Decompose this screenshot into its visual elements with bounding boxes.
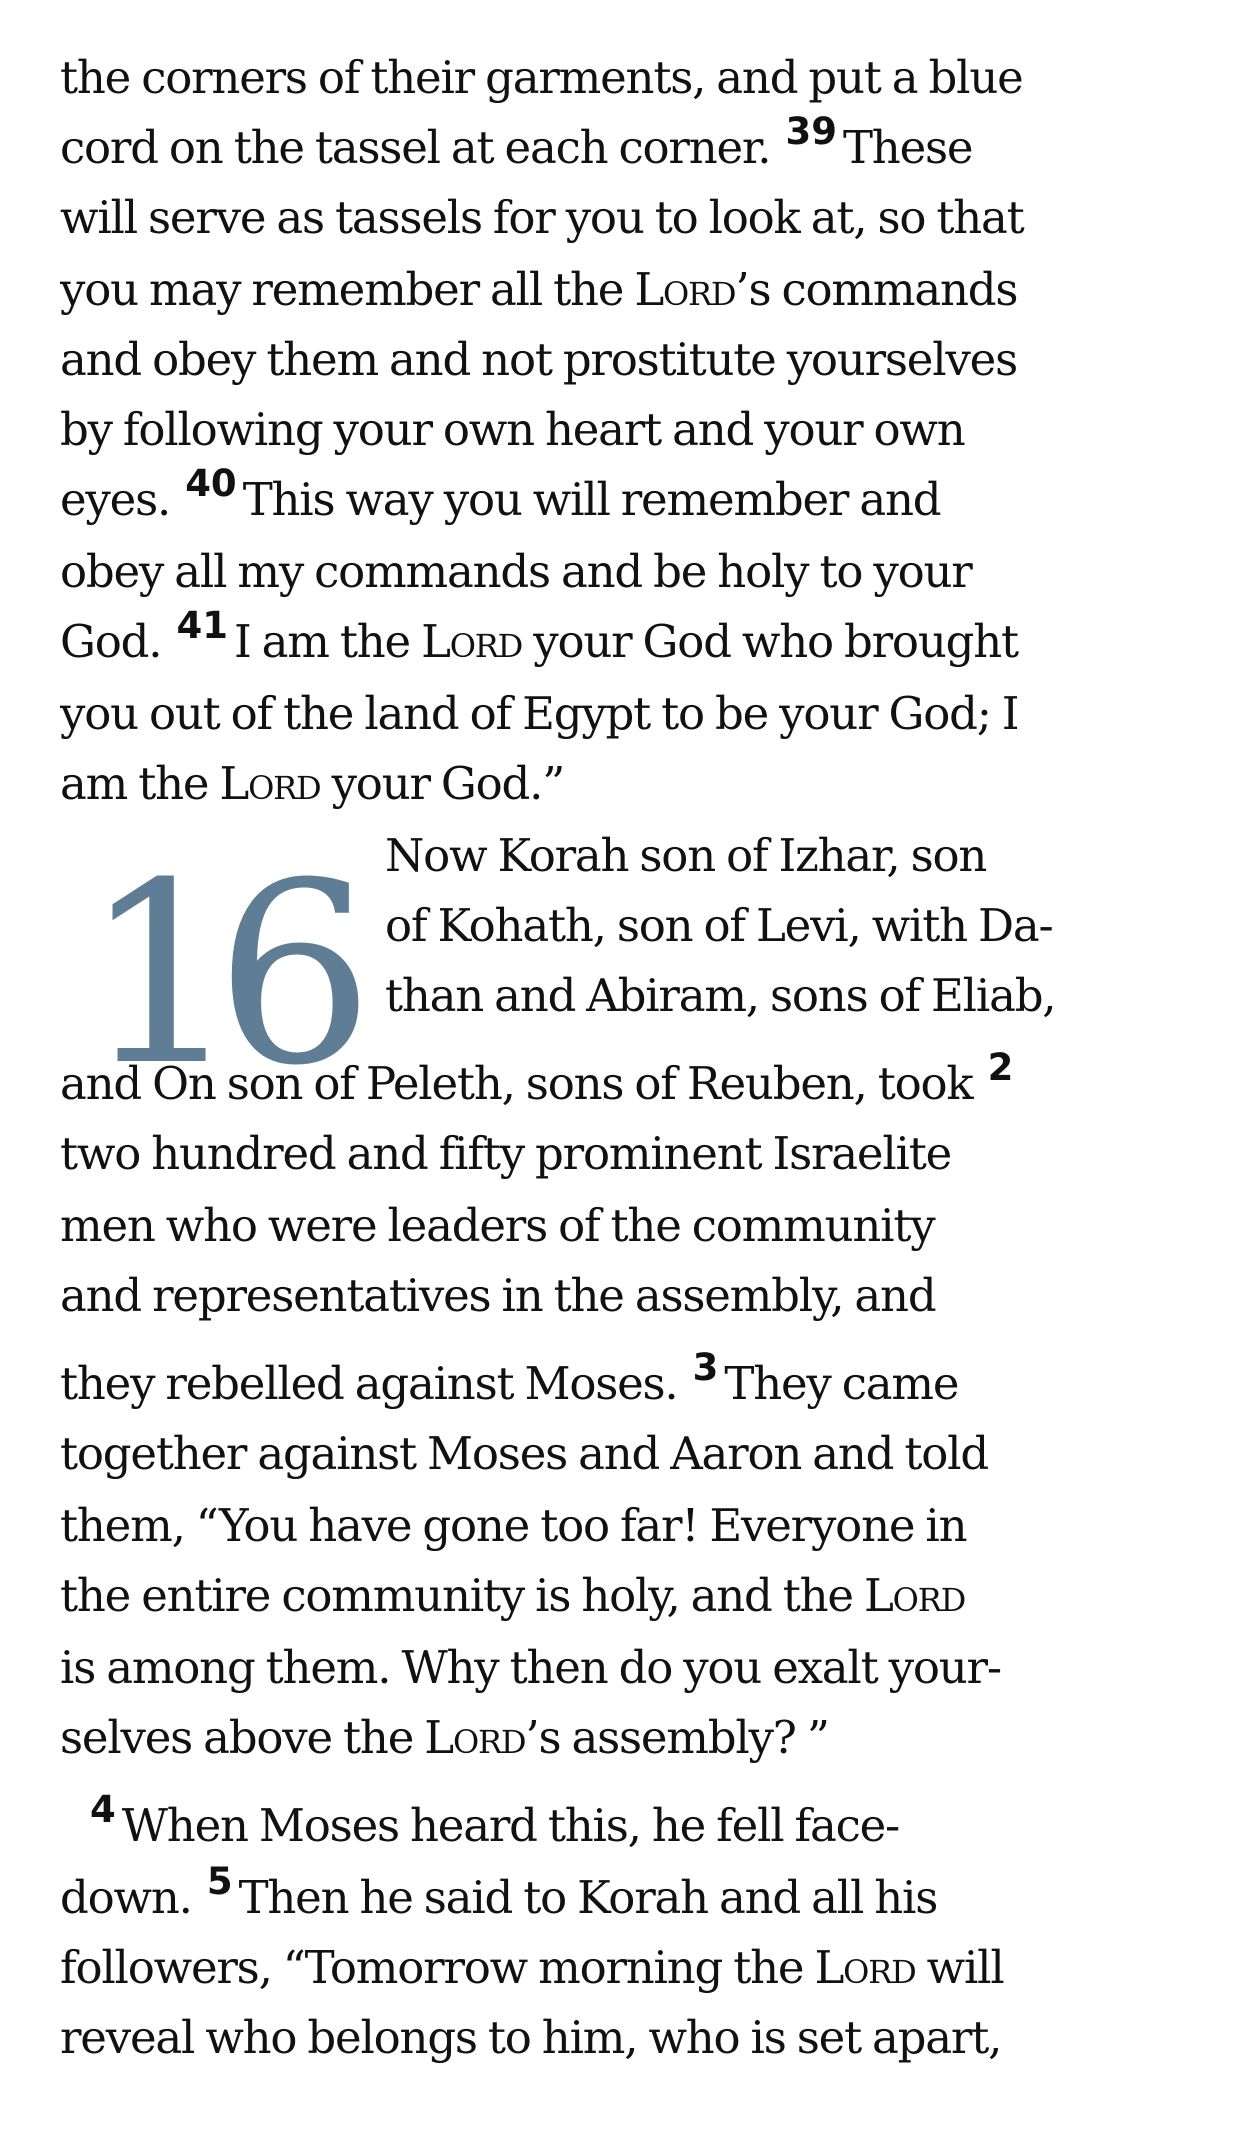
text-line bbox=[60, 678, 1018, 750]
divine-name: Lord bbox=[219, 757, 321, 810]
text-segment: them, “You have gone too far! Everyone in bbox=[60, 1499, 967, 1552]
divine-name: Lord bbox=[814, 1941, 916, 1994]
divine-name: Lord bbox=[863, 1569, 966, 1622]
text-segment: you out of the land of Egypt to be your God; I bbox=[60, 687, 1019, 740]
text-line bbox=[60, 254, 1017, 326]
text-line bbox=[86, 1790, 899, 1862]
text-line bbox=[60, 394, 965, 466]
text-segment: When Moses heard this, he fell face- bbox=[121, 1799, 900, 1852]
text-line bbox=[60, 1702, 829, 1774]
text-segment: and obey them and not prostitute yourselves bbox=[60, 333, 1017, 386]
text-line bbox=[60, 182, 1024, 254]
text-line bbox=[60, 2002, 1001, 2074]
text-segment: than and Abiram, sons of Eliab, bbox=[385, 969, 1056, 1022]
verse-number: 4 bbox=[90, 1788, 116, 1831]
text-segment: ’s assembly? ” bbox=[525, 1711, 829, 1764]
chapter-number: 16 bbox=[82, 829, 349, 1120]
text-line bbox=[60, 324, 1017, 396]
text-segment: They came bbox=[724, 1357, 959, 1410]
verse-number: 40 bbox=[185, 462, 237, 505]
text-line bbox=[60, 536, 972, 608]
text-segment: down. bbox=[60, 1871, 203, 1924]
text-segment: obey all my commands and be holy to your bbox=[60, 545, 972, 598]
text-line bbox=[385, 890, 1053, 962]
text-segment: is among them. Why then do you exalt your- bbox=[60, 1641, 1001, 1694]
text-segment: Now Korah son of Izhar, son bbox=[385, 829, 987, 882]
text-line bbox=[60, 1348, 958, 1420]
text-segment: cord on the tassel at each corner. bbox=[60, 121, 782, 174]
text-segment: followers, “Tomorrow morning the bbox=[60, 1941, 815, 1994]
text-segment: and representatives in the assembly, and bbox=[60, 1269, 936, 1322]
verse-number: 41 bbox=[176, 604, 228, 647]
text-line bbox=[385, 960, 1055, 1032]
text-segment: your God.” bbox=[320, 757, 565, 810]
text-line bbox=[60, 606, 1018, 678]
text-segment: am the bbox=[60, 757, 220, 810]
text-segment: God. bbox=[60, 615, 173, 668]
text-segment: your God who brought bbox=[522, 615, 1018, 668]
text-line bbox=[60, 1260, 935, 1332]
text-line bbox=[385, 820, 986, 892]
text-segment: eyes. bbox=[60, 473, 182, 526]
text-segment: will bbox=[915, 1941, 1004, 1994]
text-segment: by following your own heart and your own bbox=[60, 403, 965, 456]
text-segment: ’s commands bbox=[735, 263, 1018, 316]
text-line bbox=[60, 1190, 934, 1262]
text-segment: reveal who belongs to him, who is set apart, bbox=[60, 2011, 1002, 2064]
text-segment: These bbox=[842, 121, 973, 174]
divine-name: Lord bbox=[421, 615, 523, 668]
text-segment: men who were leaders of the community bbox=[60, 1199, 935, 1252]
divine-name: Lord bbox=[424, 1711, 526, 1764]
text-segment: they rebelled against Moses. bbox=[60, 1357, 689, 1410]
text-segment: the corners of their garments, and put a blue bbox=[60, 51, 1023, 104]
text-line bbox=[60, 1048, 1019, 1120]
text-line bbox=[60, 1632, 1001, 1704]
text-segment: you may remember all the bbox=[60, 263, 635, 316]
scripture-page bbox=[60, 42, 1190, 2132]
text-line bbox=[60, 748, 564, 820]
text-segment: the entire community is holy, and the bbox=[60, 1569, 864, 1622]
verse-number: 2 bbox=[987, 1046, 1014, 1089]
divine-name: Lord bbox=[634, 263, 736, 316]
text-line bbox=[60, 1490, 966, 1562]
text-line bbox=[60, 1418, 988, 1490]
verse-number: 39 bbox=[785, 110, 837, 153]
text-segment: and On son of Peleth, sons of Reuben, took bbox=[60, 1057, 984, 1110]
text-segment: together against Moses and Aaron and told bbox=[60, 1427, 988, 1480]
text-segment: of Kohath, son of Levi, with Da- bbox=[385, 899, 1053, 952]
verse-number: 3 bbox=[692, 1346, 719, 1389]
text-line bbox=[60, 1862, 937, 1934]
text-line bbox=[60, 464, 940, 536]
text-segment: This way you will remember and bbox=[242, 473, 941, 526]
text-line bbox=[60, 1118, 951, 1190]
text-line bbox=[60, 42, 1023, 114]
verse-number: 5 bbox=[206, 1860, 233, 1903]
text-segment: will serve as tassels for you to look at, so that bbox=[60, 191, 1024, 244]
text-line bbox=[60, 112, 972, 184]
text-segment: Then he said to Korah and all his bbox=[238, 1871, 938, 1924]
text-segment: I am the bbox=[233, 615, 422, 668]
text-line bbox=[60, 1560, 965, 1632]
text-segment: selves above the bbox=[60, 1711, 425, 1764]
text-line bbox=[60, 1932, 1004, 2004]
text-segment: two hundred and fifty prominent Israelite bbox=[60, 1127, 952, 1180]
